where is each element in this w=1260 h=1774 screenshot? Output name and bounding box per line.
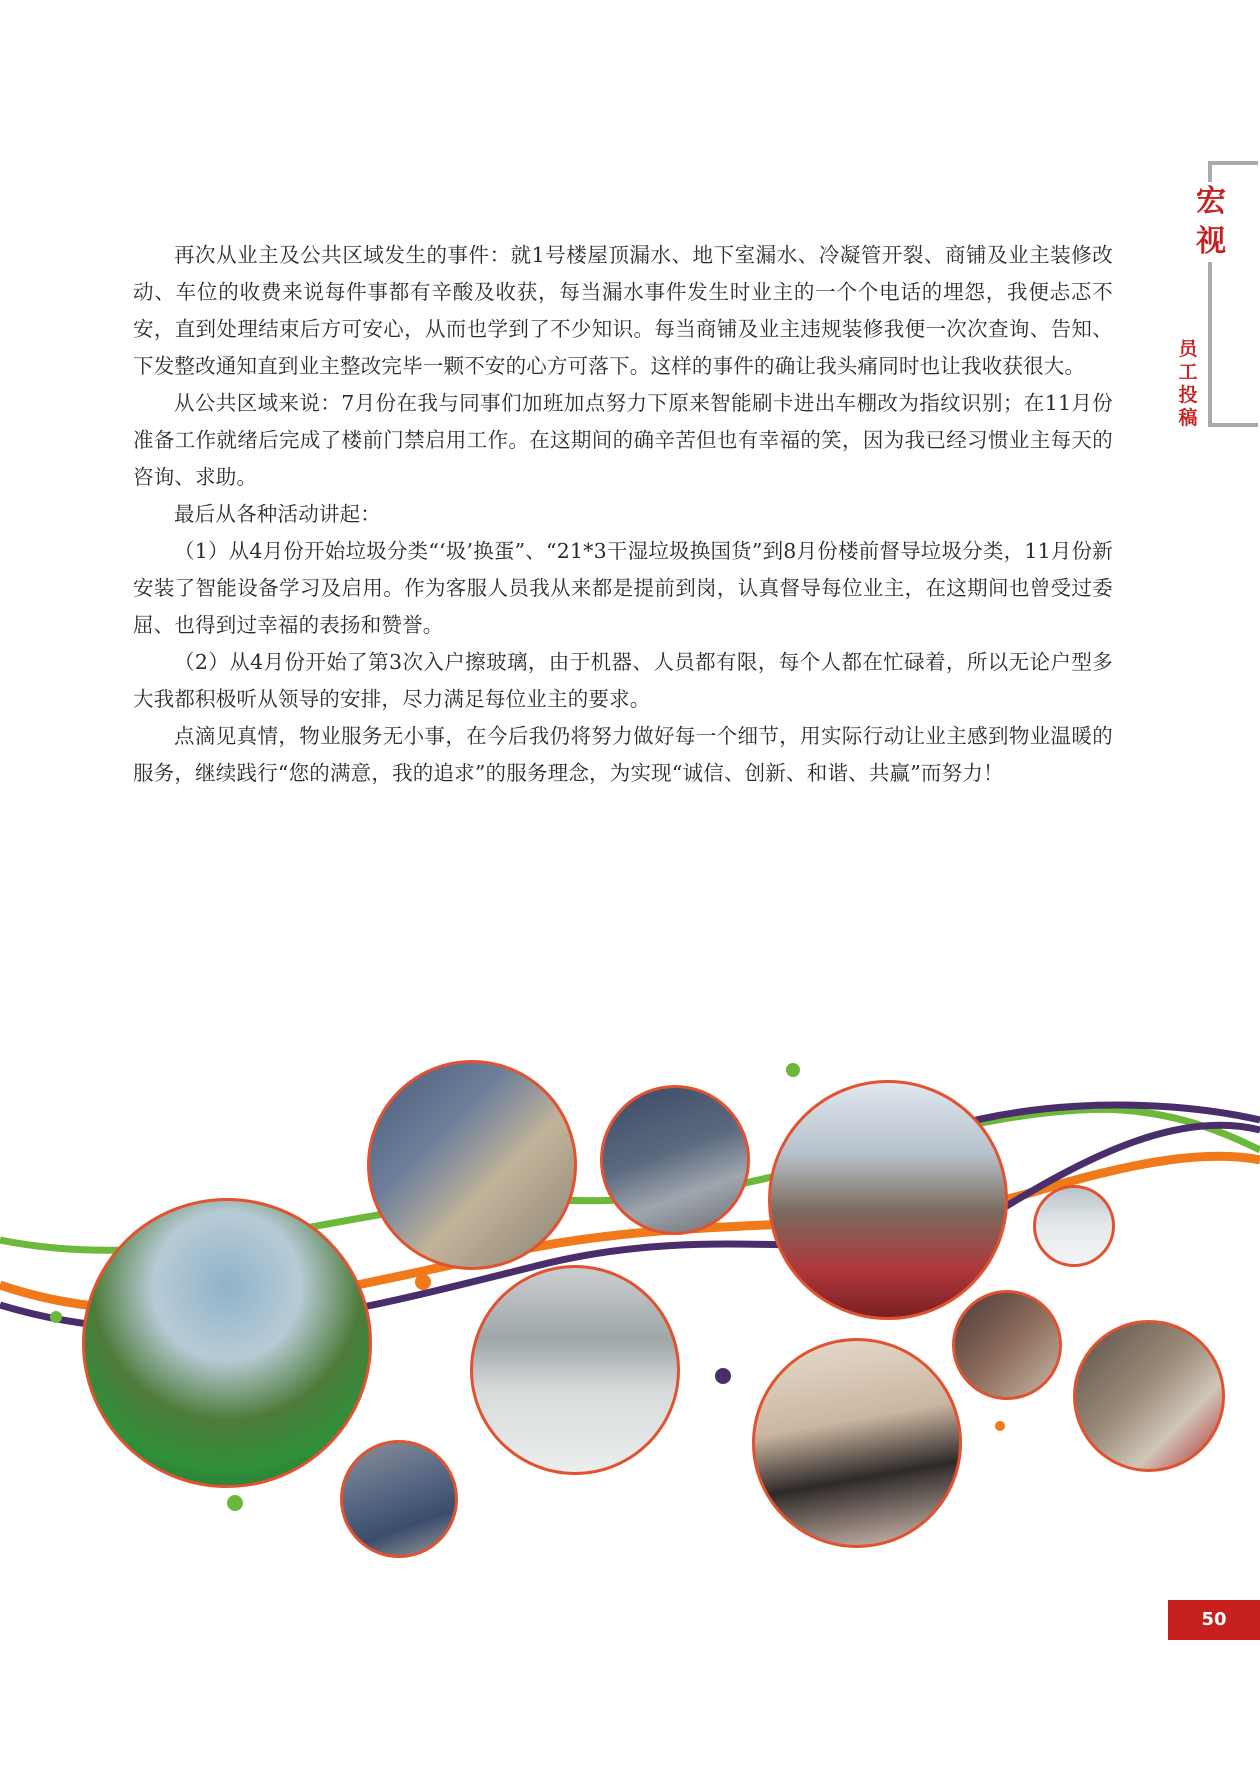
photo-appliance-repair [1073, 1320, 1225, 1472]
article-paragraph: 点滴见真情，物业服务无小事，在今后我仍将努力做好每一个细节，用实际行动让业主感到物业温暖的服务，继续践行“您的满意，我的追求”的服务理念，为实现“诚信、创新、和谐、共赢”而努力！ [133, 724, 1113, 785]
photo-resident-gift [752, 1338, 962, 1548]
section-subtitle-char: 投 [1178, 384, 1198, 406]
article-body [133, 237, 1113, 792]
accent-dot [786, 1063, 800, 1077]
photo-carpet-washing [768, 1080, 1008, 1320]
accent-dot [415, 1274, 431, 1290]
photo-pipe-inspection [340, 1440, 458, 1558]
article-paragraph: 最后从各种活动讲起： [174, 502, 381, 526]
article-paragraph: 再次从业主及公共区域发生的事件：就1号楼屋顶漏水、地下室漏水、冷凝管开裂、商铺及业主装修改动、车位的收费来说每件事都有辛酸及收获，每当漏水事件发生时业主的一个个电话的埋怨，我便忐忑不安，直到处理结束后方可安心，从而也学到了不少知识。每当商铺及业主违规装修我便一次次查询、告知、下发整改通知直到业主整改完毕一颗不安的心方可落下。这样的事件的确让我头痛同时也让我收获很大。 [133, 243, 1113, 378]
section-title-char: 宏 [1196, 184, 1226, 219]
photo-garbage-sorting [82, 1198, 372, 1488]
article-paragraph: （1）从4月份开始垃圾分类“‘圾’换蛋”、“21*3干湿垃圾换国货”到8月份楼前督导垃圾分类，11月份新安装了智能设备学习及启用。作为客服人员我从来都是提前到岗，认真督导每位业主，在这期间也曾受过委屈、也得到过幸福的表扬和赞誉。 [133, 539, 1113, 637]
accent-dot [50, 1311, 62, 1323]
photo-snow-clearing-small [1033, 1185, 1115, 1267]
section-subtitle-char: 员 [1178, 338, 1198, 360]
accent-dot [715, 1368, 731, 1384]
article-paragraph: 从公共区域来说：7月份在我与同事们加班加点努力下原来智能刷卡进出车棚改为指纹识别；在11月份准备工作就绪后完成了楼前门禁启用工作。在这期间的确辛苦但也有幸福的笑，因为我已经习惯业主每天的咨询、求助。 [133, 391, 1113, 489]
accent-dot [227, 1495, 243, 1511]
section-title [1188, 182, 1234, 262]
section-subtitle-char: 稿 [1178, 407, 1198, 429]
accent-dot [995, 1421, 1005, 1431]
photo-window-cleaning [952, 1290, 1062, 1400]
section-subtitle-char: 工 [1178, 361, 1198, 383]
photo-drain-cleaning [600, 1085, 750, 1235]
photo-snow-shoveling [470, 1265, 680, 1475]
section-subtitle [1172, 338, 1204, 430]
page-number: 50 [1168, 1600, 1260, 1640]
photo-collage [0, 1040, 1260, 1580]
article-paragraph: （2）从4月份开始了第3次入户擦玻璃，由于机器、人员都有限，每个人都在忙碌着，所以无论户型多大我都积极听从领导的安排，尽力满足每位业主的要求。 [133, 650, 1113, 711]
section-title-char: 视 [1196, 224, 1226, 259]
photo-repair-work [367, 1060, 577, 1270]
